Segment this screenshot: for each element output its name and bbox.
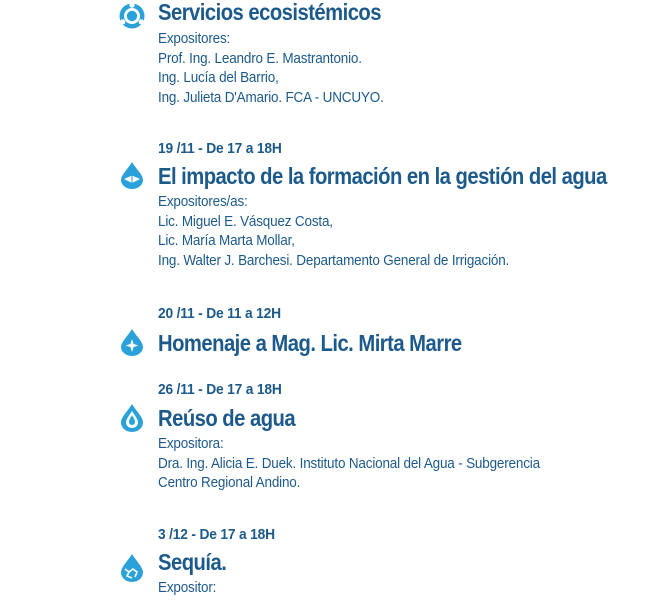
- drop-recycle-icon: [117, 403, 147, 433]
- event-detail-line: Lic. María Marta Mollar,: [158, 232, 295, 249]
- event-detail-line: Prof. Ing. Leandro E. Mastrantonio.: [158, 49, 362, 67]
- drop-star-icon: [117, 327, 147, 357]
- event-title: El impacto de la formación en la gestión del agua: [158, 163, 607, 189]
- event-detail-line: Lic. Miguel E. Vásquez Costa,: [158, 212, 333, 230]
- event-detail-line: Ing. Lucía del Barrio,: [158, 69, 279, 86]
- event-detail-line: Expositores/as:: [158, 193, 248, 210]
- event-detail-line: Centro Regional Andino.: [158, 474, 301, 491]
- event-detail-line: Expositora:: [158, 435, 224, 452]
- event-title: Servicios ecosistémicos: [158, 0, 382, 25]
- cracked-drop-icon: [117, 553, 147, 583]
- event-title: Homenaje a Mag. Lic. Mirta Marre: [158, 330, 462, 356]
- event-date: 19 /11 - De 17 a 18H: [158, 140, 282, 157]
- drop-book-icon: [117, 160, 147, 190]
- people-circle-icon: [117, 1, 147, 31]
- event-date: 20 /11 - De 11 a 12H: [158, 305, 281, 322]
- event-detail-line: Expositor:: [158, 579, 217, 596]
- event-title: Sequía.: [158, 549, 227, 575]
- event-date: 3 /12 - De 17 a 18H: [158, 526, 275, 543]
- event-title: Reúso de agua: [158, 405, 296, 431]
- event-detail-line: Expositores:: [158, 30, 231, 47]
- event-detail-line: Ing. Julieta D'Amario. FCA - UNCUYO.: [158, 88, 384, 106]
- event-date: 26 /11 - De 17 a 18H: [158, 381, 282, 398]
- event-detail-line: Dra. Ing. Alicia E. Duek. Instituto Nacional del Agua - Subgerencia: [158, 454, 540, 472]
- event-detail-line: Ing. Walter J. Barchesi. Departamento General de Irrigación.: [158, 251, 510, 269]
